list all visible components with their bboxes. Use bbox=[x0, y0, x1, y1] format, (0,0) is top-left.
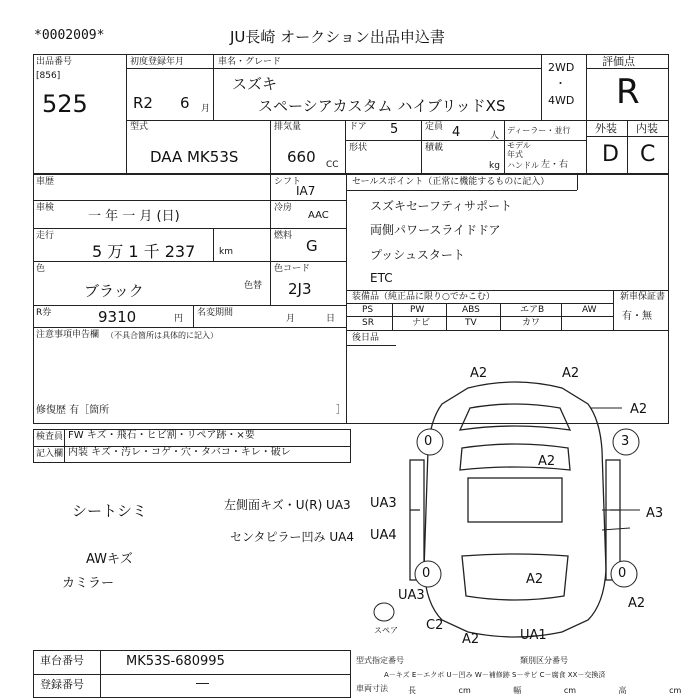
shape-label: 形状 bbox=[349, 143, 368, 153]
damage-mark-2: A2 bbox=[562, 366, 580, 381]
score-label: 評価点 bbox=[602, 55, 635, 68]
model-year-label: モデル年式 bbox=[507, 141, 531, 159]
displacement-unit: CC bbox=[326, 160, 339, 170]
doors-label: ドア bbox=[349, 122, 367, 132]
color-code-label: 色コード bbox=[274, 264, 311, 274]
interior-value: C bbox=[640, 142, 656, 167]
lot-number: 525 bbox=[42, 90, 88, 118]
lot-sub: [856] bbox=[36, 71, 61, 81]
tire-lr-value: 0 bbox=[422, 566, 431, 581]
sales-point-3: プッシュスタート bbox=[370, 248, 465, 262]
warranty-value: 有・無 bbox=[622, 311, 652, 322]
type-label: 型式 bbox=[130, 122, 149, 132]
name-change-label: 名変期間 bbox=[197, 308, 234, 318]
recycle-unit: 円 bbox=[174, 314, 184, 324]
type-value: DAA MK53S bbox=[150, 148, 239, 166]
tire-lf-value: 0 bbox=[424, 434, 433, 449]
inspection-value: 一 年 一 月 (日) bbox=[88, 209, 180, 224]
inspector-label-2: 記入欄 bbox=[36, 449, 64, 459]
equip-leather: カワ bbox=[522, 318, 541, 328]
sales-point-4: ETC bbox=[370, 271, 393, 285]
inspector-label-1: 検査員 bbox=[36, 432, 64, 442]
drive-dot: ・ bbox=[555, 77, 566, 90]
name-change-day: 日 bbox=[326, 314, 336, 324]
remark-left-2: AWキズ bbox=[86, 552, 133, 567]
aircon-label: 冷房 bbox=[274, 203, 293, 213]
displacement-value: 660 bbox=[287, 148, 316, 166]
name-change-month: 月 bbox=[286, 314, 296, 324]
sales-point-2: 両側パワースライドドア bbox=[370, 223, 501, 237]
equip-pw: PW bbox=[410, 305, 425, 315]
remark-left-1: シートシミ bbox=[72, 502, 148, 520]
damage-mark-5: A3 bbox=[646, 506, 664, 521]
sales-points-label: セールスポイント（正常に機能するものに記入） bbox=[352, 177, 550, 187]
repair-end: ］ bbox=[336, 405, 346, 416]
damage-mark-1: A2 bbox=[470, 366, 488, 381]
seats-value: 4 bbox=[452, 125, 461, 140]
load-label: 積載 bbox=[425, 143, 444, 153]
drive-4wd: 4WD bbox=[548, 94, 575, 107]
legend-label-1: 型式指定番号 bbox=[356, 656, 404, 665]
notes-label: 注意事項申告欄 bbox=[36, 330, 100, 340]
handle-label: ハンドル bbox=[507, 161, 539, 170]
equip-aw: AW bbox=[582, 305, 597, 315]
exterior-value: D bbox=[602, 142, 619, 167]
damage-mark-12: UA1 bbox=[520, 628, 547, 643]
model-label: 車名・グレード bbox=[218, 57, 282, 67]
remark-right-2: センタピラー凹み UA4 bbox=[230, 530, 354, 544]
damage-codes: A－キズ E－エクボ U－凹み W－補修跡 S－サビ C－腐食 XX－交換済 bbox=[384, 671, 606, 679]
repair-label: 修復歴 有［箇所 bbox=[36, 405, 110, 416]
sales-point-1: スズキセーフティサポート bbox=[370, 199, 512, 213]
lot-label: 出品番号 bbox=[36, 57, 73, 67]
warranty-label: 新車保証書 bbox=[620, 292, 666, 302]
load-unit: kg bbox=[489, 161, 500, 171]
history-label: 車歴 bbox=[36, 177, 55, 187]
legend-label-2: 類別区分番号 bbox=[520, 656, 568, 665]
shift-value: IA7 bbox=[296, 184, 316, 198]
equip-ps: PS bbox=[362, 305, 374, 315]
dims-label: 車両寸法 bbox=[356, 684, 388, 693]
remark-right-1: 左側面キズ・U(R) UA3 bbox=[224, 498, 351, 512]
color-label: 色 bbox=[36, 264, 46, 274]
seats-unit: 人 bbox=[490, 131, 500, 141]
inspector-row-1: FW キズ・飛石・ヒビ割・リペア跡・×要 bbox=[68, 430, 255, 441]
spare-tire bbox=[374, 603, 394, 621]
damage-mark-11: C2 bbox=[426, 618, 444, 633]
displacement-label: 排気量 bbox=[274, 122, 302, 132]
seats-label: 定員 bbox=[425, 122, 444, 132]
drive-2wd: 2WD bbox=[548, 61, 575, 74]
dims-units: 長 cm 幅 cm 高 cm bbox=[408, 686, 682, 695]
spare-label: スペア bbox=[374, 626, 398, 635]
fuel-value: G bbox=[306, 237, 318, 255]
equip-airbag: エアB bbox=[520, 305, 545, 315]
damage-mark-3: A2 bbox=[630, 402, 648, 417]
tire-rr-value: 0 bbox=[618, 566, 627, 581]
equipment-label: 装備品（純正品に限り○でかこむ） bbox=[352, 292, 495, 302]
chassis-value: MK53S-680995 bbox=[126, 654, 225, 669]
damage-mark-10: A2 bbox=[628, 596, 646, 611]
shift-label: シフト bbox=[274, 177, 302, 187]
damage-mark-7: UA4 bbox=[370, 528, 397, 543]
equip-navi: ナビ bbox=[412, 318, 431, 328]
mileage-label: 走行 bbox=[36, 231, 55, 241]
damage-mark-8: A2 bbox=[526, 572, 544, 587]
recycle-label: R券 bbox=[36, 308, 52, 318]
mileage-value: 5 万 1 千 237 bbox=[92, 242, 196, 261]
tire-rf-value: 3 bbox=[621, 434, 630, 449]
registration-era: R2 bbox=[133, 94, 153, 112]
equip-sr: SR bbox=[362, 318, 374, 328]
reg-no-label: 登録番号 bbox=[40, 678, 84, 691]
aircon-value: AAC bbox=[308, 210, 329, 221]
dealer-label: ディーラー・並行 bbox=[507, 126, 571, 135]
doors-value: 5 bbox=[390, 122, 399, 137]
recycle-value: 9310 bbox=[98, 308, 137, 326]
inspector-row-2: 内装 キズ・汚レ・コゲ・穴・タバコ・キレ・破レ bbox=[68, 447, 291, 458]
chassis-label: 車台番号 bbox=[40, 654, 84, 667]
score-value: R bbox=[616, 72, 640, 112]
fuel-label: 燃料 bbox=[274, 231, 293, 241]
model-maker: スズキ bbox=[232, 75, 278, 93]
registration-month-unit: 月 bbox=[201, 104, 211, 114]
damage-mark-4: A2 bbox=[538, 454, 556, 469]
aftermarket-label: 後日品 bbox=[352, 333, 380, 343]
model-grade: スペーシアカスタム ハイブリッドXS bbox=[258, 97, 506, 115]
form-title: JU長崎 オークション出品申込書 bbox=[230, 28, 445, 46]
handle-value: 左・右 bbox=[541, 160, 569, 170]
mileage-unit: km bbox=[219, 247, 233, 257]
exterior-label: 外装 bbox=[595, 122, 617, 135]
damage-mark-13: A2 bbox=[462, 632, 480, 647]
damage-mark-9: UA3 bbox=[398, 588, 425, 603]
inspection-label: 車検 bbox=[36, 203, 55, 213]
reg-no-value: ― bbox=[196, 676, 209, 691]
equip-abs: ABS bbox=[462, 305, 480, 315]
remark-left-3: カミラー bbox=[62, 576, 115, 591]
serial-number: *0002009* bbox=[34, 28, 105, 43]
color-value: ブラック bbox=[84, 282, 144, 300]
damage-mark-6: UA3 bbox=[370, 496, 397, 511]
registration-month: 6 bbox=[180, 94, 190, 112]
color-code-value: 2J3 bbox=[288, 280, 312, 298]
equip-tv: TV bbox=[465, 318, 477, 328]
registration-label: 初度登録年月 bbox=[130, 57, 185, 67]
repaint-label: 色替 bbox=[244, 281, 263, 291]
notes-sub: （不具合箇所は具体的に記入） bbox=[106, 331, 218, 340]
interior-label: 内装 bbox=[636, 122, 658, 135]
